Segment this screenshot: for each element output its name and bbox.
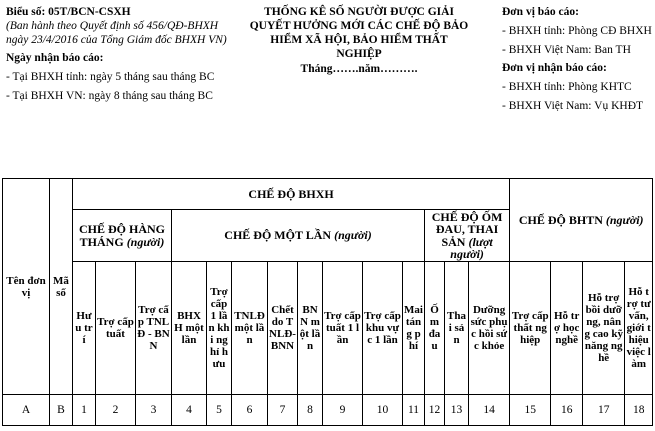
index-cell-7: 7	[268, 395, 298, 426]
col-header-11: Mai táng phí	[403, 262, 425, 395]
index-cell-5: 5	[207, 395, 232, 426]
lumpsum-group-header	[172, 209, 425, 261]
reporting-unit-title: Đơn vị báo cáo:	[502, 6, 579, 18]
index-cell-6: 6	[232, 395, 268, 426]
index-cell-10: 10	[363, 395, 403, 426]
monthly-group-header	[73, 209, 172, 261]
index-cell-15: 15	[510, 395, 551, 426]
receiving-provincial: - BHXH tỉnh: Phòng KHTC	[502, 81, 632, 93]
receive-date-title: Ngày nhận báo cáo:	[6, 52, 104, 64]
index-cell-17: 17	[583, 395, 625, 426]
header-left	[6, 5, 242, 103]
index-cell-2: 2	[96, 395, 136, 426]
index-cell-1: 1	[73, 395, 96, 426]
unit-name-header: Tên đơn vị	[3, 179, 50, 395]
code-header: Mã số	[50, 179, 73, 395]
lumpsum-title: CHẾ ĐỘ MỘT LẦN	[224, 228, 332, 243]
reporting-provincial: - BHXH tỉnh: Phòng CĐ BHXH	[502, 25, 652, 37]
statistics-table	[2, 178, 653, 426]
form-number: Biểu số: 05T/BCN-CSXH	[6, 6, 131, 18]
monthly-title: CHẾ ĐỘ HÀNG THÁNG	[78, 222, 165, 249]
sickness-title: CHẾ ĐỘ ỐM ĐAU, THAI SẢN	[431, 209, 503, 249]
index-cell-a: A	[3, 395, 50, 426]
col-header-2: Trợ cấp tuất	[96, 262, 136, 395]
col-header-3: Trợ cấp TNLĐ - BNN	[136, 262, 172, 395]
col-header-13: Thai sản	[445, 262, 469, 395]
col-header-16: Hỗ trợ học nghề	[551, 262, 583, 395]
receiving-vn: - BHXH Việt Nam: Vụ KHĐT	[502, 100, 644, 112]
col-header-18: Hỗ trợ tư vấn, giới thiệu việc làm	[625, 262, 653, 395]
col-header-14: Dưỡng sức phục hồi sức khỏe	[469, 262, 510, 395]
col-header-17: Hỗ trợ bồi dưỡng, nâng cao kỹ năng nghề	[583, 262, 625, 395]
lumpsum-unit: (người)	[334, 228, 372, 243]
col-header-4: BHXH một lần	[172, 262, 207, 395]
index-cell-3: 3	[136, 395, 172, 426]
col-header-7: Chết do TNLĐ-BNN	[268, 262, 298, 395]
bhtn-group-header	[510, 179, 653, 262]
index-cell-12: 12	[425, 395, 445, 426]
reporting-vn: - BHXH Việt Nam: Ban TH	[502, 44, 631, 56]
index-cell-9: 9	[323, 395, 363, 426]
bhxh-group-header: CHẾ ĐỘ BHXH	[73, 179, 510, 210]
receive-vn: - Tại BHXH VN: ngày 8 tháng sau tháng BC	[6, 90, 213, 102]
sickness-unit: (lượt người)	[450, 234, 493, 262]
report-title: THỐNG KÊ SỐ NGƯỜI ĐƯỢC GIẢI QUYẾT HƯỞNG MỚI CÁC CHẾ ĐỘ BẢO HIỂM XÃ HỘI, BẢO HIỂM THẤT NGHIỆP	[249, 6, 469, 60]
bhtn-unit: (người)	[605, 212, 644, 227]
col-header-1: Hưu trí	[73, 262, 96, 395]
index-cell-14: 14	[469, 395, 510, 426]
header-right	[502, 5, 652, 113]
bhtn-title: CHẾ ĐỘ BHTN	[518, 212, 603, 227]
col-header-6: TNLĐ một lần	[232, 262, 268, 395]
col-header-12: Ốm đau	[425, 262, 445, 395]
index-cell-8: 8	[298, 395, 323, 426]
issuance-note: (Ban hành theo Quyết định số 456/QĐ-BHXH ngày 23/4/2016 của Tổng Giám đốc BHXH VN)	[6, 20, 227, 46]
receive-provincial: - Tại BHXH tỉnh: ngày 5 tháng sau tháng BC	[6, 71, 215, 83]
monthly-unit: (người)	[126, 234, 165, 249]
index-cell-4: 4	[172, 395, 207, 426]
index-cell-16: 16	[551, 395, 583, 426]
col-header-10: Trợ cấp khu vực 1 lần	[363, 262, 403, 395]
sickness-group-header	[425, 209, 510, 261]
index-cell-11: 11	[403, 395, 425, 426]
header-center	[248, 5, 470, 76]
col-header-15: Trợ cấp thất nghiệp	[510, 262, 551, 395]
col-header-5: Trợ cấp 1 lần khi nghỉ hưu	[207, 262, 232, 395]
receiving-unit-title: Đơn vị nhận báo cáo:	[502, 62, 607, 74]
index-cell-18: 18	[625, 395, 653, 426]
col-header-8: BNN một lần	[298, 262, 323, 395]
index-cell-13: 13	[445, 395, 469, 426]
index-cell-b: B	[50, 395, 73, 426]
col-header-9: Trợ cấp tuất 1 lần	[323, 262, 363, 395]
report-period: Tháng…….năm……….	[300, 63, 418, 75]
